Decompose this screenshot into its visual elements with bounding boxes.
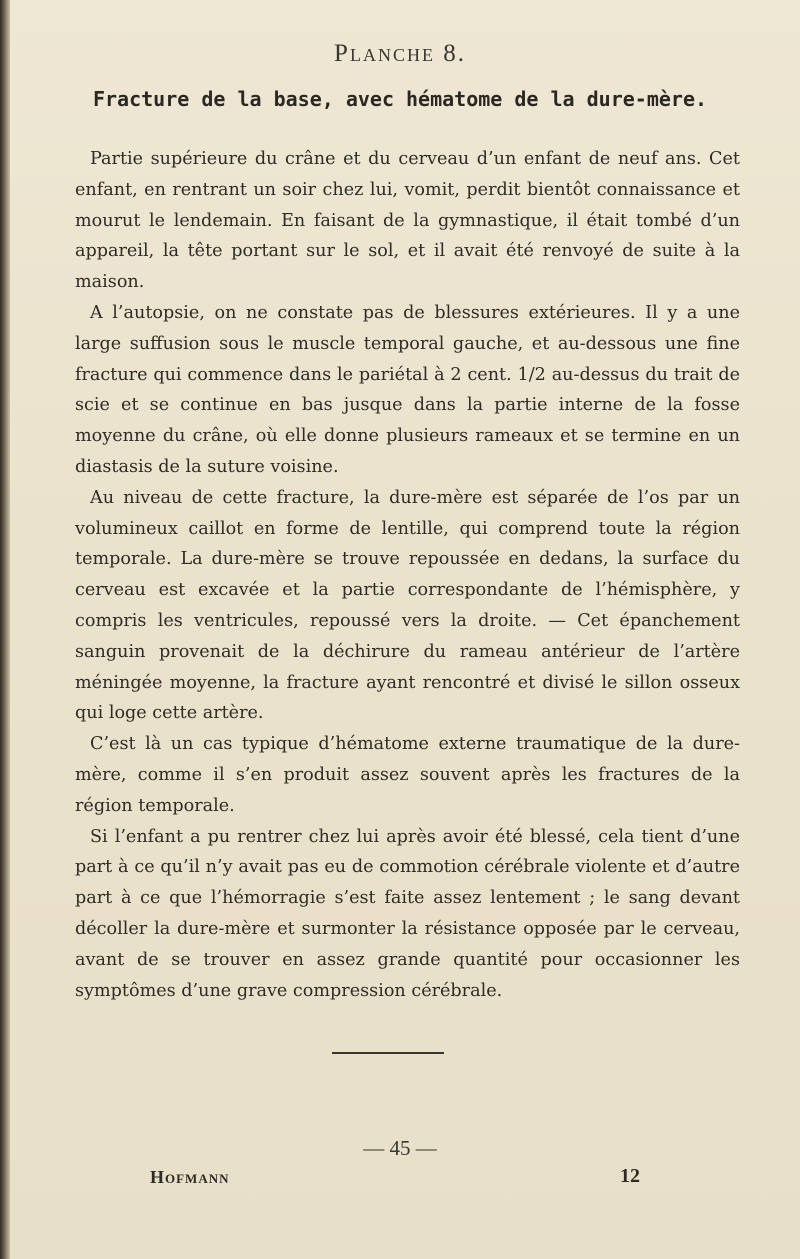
plate-header [0,40,800,68]
plate-word: Planche [334,40,435,67]
signature-mark: 12 [620,1165,640,1187]
plate-number: 8. [443,40,466,67]
paragraph-3: Au niveau de cette fracture, la dure-mère est séparée de l’os par un volumineux caillot en forme de lentille, qui comprend toute la région temporale. La dure-mère se trouve repoussée en dedans, la surface du cerveau est excavée et la partie correspondante de l’hémisphère, y compris les ventricules, repoussé vers la droite. — Cet épanchement sanguin provenait de la déchirure du rameau antérieur de l’artère méningée moyenne, la fracture ayant rencontré et divisé le sillon osseux qui loge cette artère. [75,487,740,724]
section-divider [332,1052,444,1054]
body-text [75,144,740,1006]
paragraph-1: Partie supérieure du crâne et du cerveau d’un enfant de neuf ans. Cet enfant, en rentrant un soir chez lui, vomit, perdit bientôt connaissance et mourut le lendemain. En faisant de la gymnastique, il était tombé d’un appareil, la tête portant sur le sol, et il avait été renvoyé de suite à la maison. [75,149,740,293]
page-number: — 45 — [363,1136,437,1160]
paragraph-2: A l’autopsie, on ne constate pas de blessures extérieures. Il y a une large suffusion sous le muscle temporal gauche, et au-dessous une fine fracture qui commence dans le pariétal à 2 cent. 1/2 au-dessus du trait de scie et se continue en bas jusque dans la partie interne de la fosse moyenne du crâne, où elle donne plusieurs rameaux et se termine en un diastasis de la suture voisine. [75,302,740,477]
paragraph-4: C’est là un cas typique d’hématome externe traumatique de la dure-mère, comme il s’en produit assez souvent après les fractures de la région temporale. [75,734,740,816]
binding-edge [0,0,10,1259]
page-title: Fracture de la base, avec hématome de la dure-mère. [92,87,708,111]
author-name: Hofmann [150,1167,230,1187]
paragraph-5: Si l’enfant a pu rentrer chez lui après avoir été blessé, cela tient d’une part à ce qu’il n’y avait pas eu de commotion cérébrale violente et d’autre part à ce que l’hémorragie s’est faite assez lentement ; le sang devant décoller la dure-mère et surmonter la résistance opposée par le cerveau, avant de se trouver en assez grande quantité pour occasionner les symptômes d’une grave compression cérébrale. [75,826,740,1001]
